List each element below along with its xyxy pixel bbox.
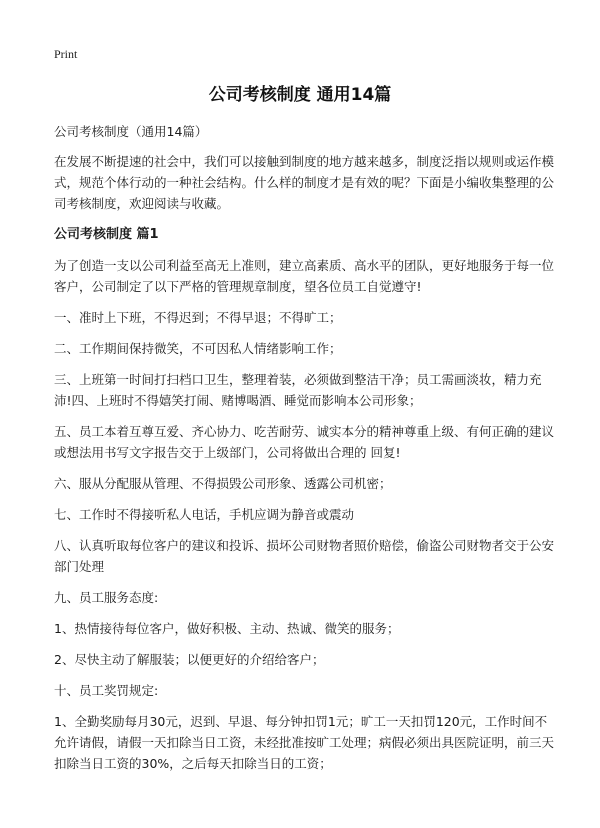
body-paragraph: 1、热情接待每位客户，做好积极、主动、热诚、微笑的服务； xyxy=(54,621,400,636)
body-paragraph: 一、准时上下班，不得迟到；不得早退；不得旷工； xyxy=(54,310,342,325)
body-paragraph: 三、上班第一时间打扫档口卫生，整理着装，必须做到整洁干净；员工需画淡妆，精力充沛!四、上班时不得嬉笑打闹、赌博喝酒、睡觉而影响本公司形象； xyxy=(54,372,542,408)
intro-paragraph: 在发展不断提速的社会中，我们可以接触到制度的地方越来越多，制度泛指以规则或运作模式，规范个体行动的一种社会结构。什么样的制度才是有效的呢？下面是小编收集整理的公司考核制度，欢迎阅读与收藏。 xyxy=(54,154,555,211)
document-subtitle: 公司考核制度（通用14篇） xyxy=(54,124,208,139)
body-paragraph: 2、尽快主动了解服装；以便更好的介绍给客户； xyxy=(54,652,325,667)
document-body xyxy=(54,121,554,784)
body-paragraph: 八、认真听取每位客户的建议和投诉、损坏公司财物者照价赔偿，偷盗公司财物者交于公安部门处理 xyxy=(54,538,555,574)
body-paragraph: 五、员工本着互尊互爱、齐心协力、吃苦耐劳、诚实本分的精神尊重上级、有何正确的建议或想法用书写文字报告交于上级部门，公司将做出合理的 回复! xyxy=(54,424,555,460)
document-title: 公司考核制度 通用14篇 xyxy=(208,85,392,105)
section-heading: 公司考核制度 篇1 xyxy=(54,227,159,242)
print-link[interactable]: Print xyxy=(54,47,78,61)
body-paragraph: 七、工作时不得接听私人电话，手机应调为静音或震动 xyxy=(54,507,355,522)
body-paragraph: 九、员工服务态度: xyxy=(54,590,159,605)
body-paragraph: 1、全勤奖励每月30元，迟到、早退、每分钟扣罚1元；旷工一天扣罚120元，工作时间不允许请假，请假一天扣除当日工资，未经批准按旷工处理；病假必须出具医院证明，前三天扣除当日工资的30%，之后每天扣除当日的工资； xyxy=(54,714,555,771)
body-paragraph: 为了创造一支以公司利益至高无上准则，建立高素质、高水平的团队，更好地服务于每一位客户，公司制定了以下严格的管理规章制度，望各位员工自觉遵守! xyxy=(54,258,555,294)
body-paragraph: 六、服从分配服从管理、不得损毁公司形象、透露公司机密； xyxy=(54,476,392,491)
body-paragraph: 十、员工奖罚规定: xyxy=(54,683,159,698)
body-paragraph: 二、工作期间保持微笑，不可因私人情绪影响工作； xyxy=(54,341,342,356)
